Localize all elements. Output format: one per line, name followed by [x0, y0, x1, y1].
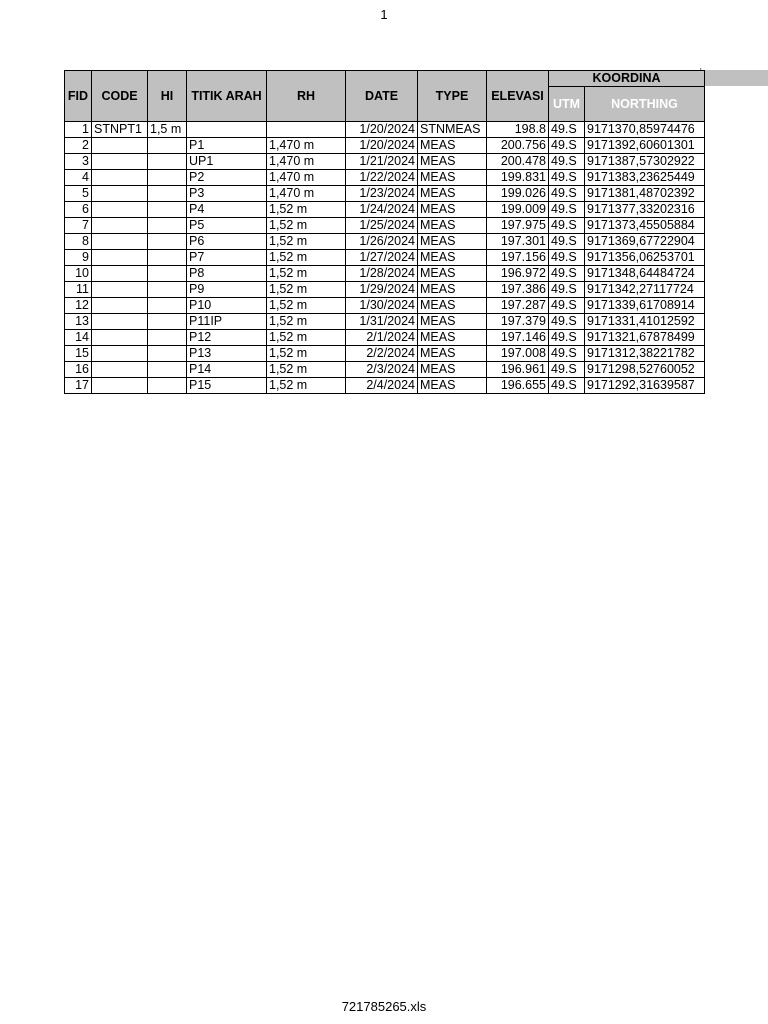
cell-fid: 12 — [65, 298, 92, 314]
cell-utm: 49.S — [549, 202, 585, 218]
cell-rh: 1,52 m — [267, 266, 346, 282]
cell-hi: 1,5 m — [148, 122, 187, 138]
cell-hi — [148, 282, 187, 298]
cell-fid: 15 — [65, 346, 92, 362]
table-row — [65, 234, 705, 250]
header-rh: RH — [267, 71, 346, 122]
cell-type: MEAS — [418, 346, 487, 362]
table-row — [65, 138, 705, 154]
cell-northing: 9171392,60601301 — [585, 138, 705, 154]
cell-fid: 16 — [65, 362, 92, 378]
cell-titik-arah: P1 — [187, 138, 267, 154]
cell-code: STNPT1 — [92, 122, 148, 138]
cell-utm: 49.S — [549, 250, 585, 266]
cell-type: MEAS — [418, 138, 487, 154]
cell-titik-arah: P2 — [187, 170, 267, 186]
header-utm-label: UTM — [552, 96, 581, 111]
cell-elevasi: 198.8 — [487, 122, 549, 138]
cell-fid: 2 — [65, 138, 92, 154]
cell-code — [92, 346, 148, 362]
cell-hi — [148, 314, 187, 330]
cell-northing: 9171387,57302922 — [585, 154, 705, 170]
cell-utm: 49.S — [549, 170, 585, 186]
cell-type: MEAS — [418, 154, 487, 170]
cell-northing: 9171312,38221782 — [585, 346, 705, 362]
table-body — [65, 122, 705, 394]
cell-hi — [148, 218, 187, 234]
cell-fid: 5 — [65, 186, 92, 202]
cell-titik-arah: P13 — [187, 346, 267, 362]
cell-date: 1/29/2024 — [346, 282, 418, 298]
header-koordinat: KOORDINA — [549, 71, 705, 87]
cell-code — [92, 314, 148, 330]
cell-code — [92, 186, 148, 202]
table-row — [65, 282, 705, 298]
cell-date: 2/4/2024 — [346, 378, 418, 394]
cell-rh: 1,52 m — [267, 298, 346, 314]
cell-northing: 9171381,48702392 — [585, 186, 705, 202]
cell-hi — [148, 378, 187, 394]
cell-northing: 9171339,61708914 — [585, 298, 705, 314]
cell-titik-arah: UP1 — [187, 154, 267, 170]
cell-fid: 4 — [65, 170, 92, 186]
cell-titik-arah: P7 — [187, 250, 267, 266]
cell-rh: 1,52 m — [267, 282, 346, 298]
table-row — [65, 266, 705, 282]
cell-titik-arah: P11IP — [187, 314, 267, 330]
cell-titik-arah: P4 — [187, 202, 267, 218]
cell-rh: 1,52 m — [267, 330, 346, 346]
cell-elevasi: 199.831 — [487, 170, 549, 186]
table-row — [65, 250, 705, 266]
cell-elevasi: 197.287 — [487, 298, 549, 314]
cell-elevasi: 197.379 — [487, 314, 549, 330]
page-number: 1 — [380, 7, 388, 22]
cell-fid: 9 — [65, 250, 92, 266]
cell-utm: 49.S — [549, 186, 585, 202]
cell-code — [92, 234, 148, 250]
footer-filename: 721785265.xls — [341, 999, 427, 1014]
cell-utm: 49.S — [549, 154, 585, 170]
cell-fid: 17 — [65, 378, 92, 394]
cell-titik-arah: P15 — [187, 378, 267, 394]
cell-elevasi: 196.655 — [487, 378, 549, 394]
cell-titik-arah: P9 — [187, 282, 267, 298]
cell-utm: 49.S — [549, 378, 585, 394]
cell-type: MEAS — [418, 378, 487, 394]
cell-hi — [148, 266, 187, 282]
cell-northing: 9171356,06253701 — [585, 250, 705, 266]
cell-date: 1/26/2024 — [346, 234, 418, 250]
cell-code — [92, 170, 148, 186]
cell-fid: 7 — [65, 218, 92, 234]
cell-type: MEAS — [418, 250, 487, 266]
header-elevasi: ELEVASI — [487, 71, 549, 122]
cell-code — [92, 330, 148, 346]
cell-northing: 9171321,67878499 — [585, 330, 705, 346]
cell-northing: 9171342,27117724 — [585, 282, 705, 298]
table-row — [65, 186, 705, 202]
table-row — [65, 154, 705, 170]
cell-elevasi: 197.975 — [487, 218, 549, 234]
cell-rh: 1,52 m — [267, 250, 346, 266]
header-type: TYPE — [418, 71, 487, 122]
cell-rh: 1,52 m — [267, 234, 346, 250]
cell-titik-arah: P5 — [187, 218, 267, 234]
cell-elevasi: 200.478 — [487, 154, 549, 170]
cell-titik-arah: P12 — [187, 330, 267, 346]
cell-type: MEAS — [418, 186, 487, 202]
header-northing-label: NORTHING — [611, 96, 678, 111]
cell-code — [92, 138, 148, 154]
cell-elevasi: 197.156 — [487, 250, 549, 266]
header-titik-arah: TITIK ARAH — [187, 71, 267, 122]
cell-hi — [148, 170, 187, 186]
cell-rh: 1,470 m — [267, 138, 346, 154]
cell-type: MEAS — [418, 314, 487, 330]
cell-fid: 14 — [65, 330, 92, 346]
cell-utm: 49.S — [549, 346, 585, 362]
cell-date: 1/21/2024 — [346, 154, 418, 170]
cell-hi — [148, 202, 187, 218]
table-row — [65, 362, 705, 378]
cell-elevasi: 199.026 — [487, 186, 549, 202]
cell-titik-arah: P6 — [187, 234, 267, 250]
cell-hi — [148, 186, 187, 202]
cell-date: 1/20/2024 — [346, 122, 418, 138]
table-row — [65, 170, 705, 186]
cell-northing: 9171331,41012592 — [585, 314, 705, 330]
cell-northing: 9171377,33202316 — [585, 202, 705, 218]
cell-fid: 13 — [65, 314, 92, 330]
cell-hi — [148, 298, 187, 314]
survey-data-table — [64, 70, 705, 394]
cell-rh: 1,52 m — [267, 346, 346, 362]
cell-date: 2/2/2024 — [346, 346, 418, 362]
cell-northing: 9171373,45505884 — [585, 218, 705, 234]
cell-northing: 9171383,23625449 — [585, 170, 705, 186]
cell-elevasi: 196.961 — [487, 362, 549, 378]
cell-titik-arah: P3 — [187, 186, 267, 202]
cell-utm: 49.S — [549, 122, 585, 138]
header-date: DATE — [346, 71, 418, 122]
cell-rh: 1,470 m — [267, 154, 346, 170]
cell-date: 1/22/2024 — [346, 170, 418, 186]
table-row — [65, 122, 705, 138]
table-row — [65, 314, 705, 330]
cell-fid: 3 — [65, 154, 92, 170]
cell-rh: 1,470 m — [267, 186, 346, 202]
cell-hi — [148, 330, 187, 346]
cell-elevasi: 200.756 — [487, 138, 549, 154]
cell-rh: 1,52 m — [267, 218, 346, 234]
cell-rh — [267, 122, 346, 138]
cell-titik-arah: P8 — [187, 266, 267, 282]
header-hi: HI — [148, 71, 187, 122]
cell-northing: 9171348,64484724 — [585, 266, 705, 282]
cell-code — [92, 378, 148, 394]
cell-date: 1/30/2024 — [346, 298, 418, 314]
cell-fid: 11 — [65, 282, 92, 298]
cell-code — [92, 298, 148, 314]
cell-date: 1/31/2024 — [346, 314, 418, 330]
cell-hi — [148, 154, 187, 170]
cell-utm: 49.S — [549, 314, 585, 330]
cell-utm: 49.S — [549, 234, 585, 250]
table-row — [65, 330, 705, 346]
cell-northing: 9171298,52760052 — [585, 362, 705, 378]
cell-rh: 1,52 m — [267, 202, 346, 218]
cell-titik-arah — [187, 122, 267, 138]
cell-date: 2/1/2024 — [346, 330, 418, 346]
cell-type: MEAS — [418, 202, 487, 218]
cell-code — [92, 218, 148, 234]
header-utm — [549, 87, 585, 122]
cell-type: MEAS — [418, 170, 487, 186]
cell-elevasi: 197.386 — [487, 282, 549, 298]
cell-hi — [148, 250, 187, 266]
cell-elevasi: 199.009 — [487, 202, 549, 218]
cell-code — [92, 250, 148, 266]
cell-type: MEAS — [418, 298, 487, 314]
cell-fid: 10 — [65, 266, 92, 282]
header-fid: FID — [65, 71, 92, 122]
cell-type: MEAS — [418, 282, 487, 298]
cell-rh: 1,52 m — [267, 378, 346, 394]
cell-titik-arah: P14 — [187, 362, 267, 378]
cell-elevasi: 196.972 — [487, 266, 549, 282]
cell-rh: 1,52 m — [267, 314, 346, 330]
cell-utm: 49.S — [549, 266, 585, 282]
cell-code — [92, 202, 148, 218]
cell-utm: 49.S — [549, 298, 585, 314]
cell-fid: 6 — [65, 202, 92, 218]
cell-date: 1/28/2024 — [346, 266, 418, 282]
cell-northing: 9171369,67722904 — [585, 234, 705, 250]
cell-date: 2/3/2024 — [346, 362, 418, 378]
header-northing — [585, 87, 705, 122]
cell-date: 1/25/2024 — [346, 218, 418, 234]
cell-type: MEAS — [418, 234, 487, 250]
table-row — [65, 218, 705, 234]
table-row — [65, 378, 705, 394]
cell-elevasi: 197.146 — [487, 330, 549, 346]
cell-utm: 49.S — [549, 138, 585, 154]
cell-code — [92, 282, 148, 298]
cell-type: MEAS — [418, 362, 487, 378]
table-row — [65, 346, 705, 362]
cell-northing: 9171292,31639587 — [585, 378, 705, 394]
cell-type: MEAS — [418, 218, 487, 234]
cell-titik-arah: P10 — [187, 298, 267, 314]
cell-hi — [148, 234, 187, 250]
cell-rh: 1,52 m — [267, 362, 346, 378]
header-code: CODE — [92, 71, 148, 122]
cell-rh: 1,470 m — [267, 170, 346, 186]
cell-fid: 8 — [65, 234, 92, 250]
cell-hi — [148, 346, 187, 362]
cell-date: 1/27/2024 — [346, 250, 418, 266]
cell-type: MEAS — [418, 330, 487, 346]
cell-utm: 49.S — [549, 330, 585, 346]
cell-utm: 49.S — [549, 218, 585, 234]
cell-utm: 49.S — [549, 282, 585, 298]
table-row — [65, 298, 705, 314]
cell-type: STNMEAS — [418, 122, 487, 138]
cell-northing: 9171370,85974476 — [585, 122, 705, 138]
cell-utm: 49.S — [549, 362, 585, 378]
cell-hi — [148, 138, 187, 154]
cell-date: 1/24/2024 — [346, 202, 418, 218]
cell-date: 1/20/2024 — [346, 138, 418, 154]
table-row — [65, 202, 705, 218]
cell-code — [92, 362, 148, 378]
cell-type: MEAS — [418, 266, 487, 282]
cell-elevasi: 197.301 — [487, 234, 549, 250]
cell-hi — [148, 362, 187, 378]
cell-elevasi: 197.008 — [487, 346, 549, 362]
cell-code — [92, 266, 148, 282]
cell-fid: 1 — [65, 122, 92, 138]
cell-date: 1/23/2024 — [346, 186, 418, 202]
header-overflow-bar — [704, 70, 768, 86]
cell-code — [92, 154, 148, 170]
